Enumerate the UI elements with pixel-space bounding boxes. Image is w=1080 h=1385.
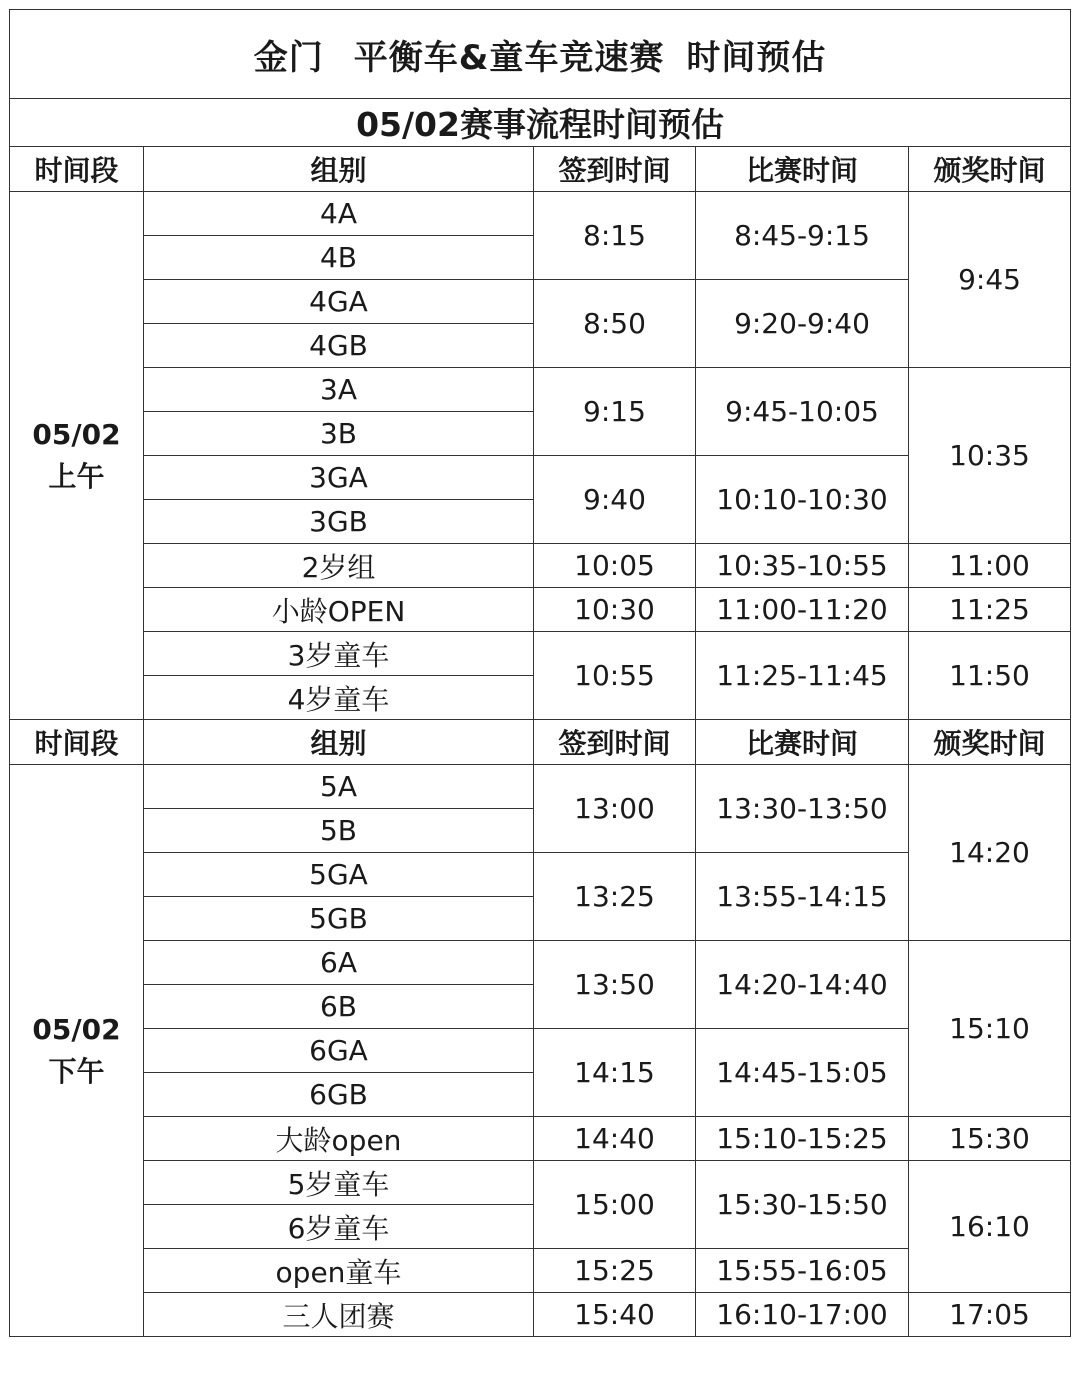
header-race: 比赛时间 <box>696 147 909 192</box>
race-cell: 10:10-10:30 <box>696 456 909 544</box>
group-cell: 5GA <box>144 853 534 897</box>
header-award: 颁奖时间 <box>909 147 1071 192</box>
table-row <box>10 941 1071 985</box>
race-cell: 13:55-14:15 <box>696 853 909 941</box>
group-cell: 4GB <box>144 324 534 368</box>
header-period: 时间段 <box>10 147 144 192</box>
period-morning <box>10 192 144 720</box>
page-subtitle: 05/02赛事流程时间预估 <box>10 99 1071 147</box>
checkin-cell: 9:15 <box>534 368 696 456</box>
group-cell: 4A <box>144 192 534 236</box>
award-cell: 15:10 <box>909 941 1071 1117</box>
header-checkin: 签到时间 <box>534 147 696 192</box>
group-cell: 3A <box>144 368 534 412</box>
checkin-cell: 9:40 <box>534 456 696 544</box>
header-group: 组别 <box>144 147 534 192</box>
award-cell: 10:35 <box>909 368 1071 544</box>
group-cell: 4GA <box>144 280 534 324</box>
table-row <box>10 765 1071 809</box>
header-award: 颁奖时间 <box>909 720 1071 765</box>
title-event: 平衡车&童车竞速赛 <box>353 37 665 78</box>
period-date: 05/02 <box>32 417 121 451</box>
table-row <box>10 1117 1071 1161</box>
group-cell: 小龄OPEN <box>144 588 534 632</box>
group-cell: 大龄open <box>144 1117 534 1161</box>
group-cell: 4B <box>144 236 534 280</box>
group-cell: 6岁童车 <box>144 1205 534 1249</box>
race-cell: 9:45-10:05 <box>696 368 909 456</box>
group-cell: 5B <box>144 809 534 853</box>
table-row <box>10 544 1071 588</box>
race-cell: 10:35-10:55 <box>696 544 909 588</box>
race-cell: 15:30-15:50 <box>696 1161 909 1249</box>
race-cell: 16:10-17:00 <box>696 1293 909 1337</box>
race-cell: 13:30-13:50 <box>696 765 909 853</box>
header-row <box>10 720 1071 765</box>
award-cell: 17:05 <box>909 1293 1071 1337</box>
page-title <box>10 10 1071 99</box>
group-cell: 2岁组 <box>144 544 534 588</box>
checkin-cell: 15:00 <box>534 1161 696 1249</box>
race-cell: 14:45-15:05 <box>696 1029 909 1117</box>
table-row <box>10 588 1071 632</box>
checkin-cell: 14:40 <box>534 1117 696 1161</box>
checkin-cell: 15:40 <box>534 1293 696 1337</box>
table-row <box>10 1161 1071 1205</box>
race-cell: 11:25-11:45 <box>696 632 909 720</box>
award-cell: 11:50 <box>909 632 1071 720</box>
award-cell: 14:20 <box>909 765 1071 941</box>
checkin-cell: 10:05 <box>534 544 696 588</box>
group-cell: 4岁童车 <box>144 676 534 720</box>
period-afternoon <box>10 765 144 1337</box>
checkin-cell: 13:25 <box>534 853 696 941</box>
checkin-cell: 13:50 <box>534 941 696 1029</box>
checkin-cell: 14:15 <box>534 1029 696 1117</box>
race-cell: 8:45-9:15 <box>696 192 909 280</box>
race-cell: 14:20-14:40 <box>696 941 909 1029</box>
checkin-cell: 8:15 <box>534 192 696 280</box>
race-cell: 15:10-15:25 <box>696 1117 909 1161</box>
header-checkin: 签到时间 <box>534 720 696 765</box>
group-cell: open童车 <box>144 1249 534 1293</box>
award-cell: 15:30 <box>909 1117 1071 1161</box>
checkin-cell: 10:55 <box>534 632 696 720</box>
table-row <box>10 632 1071 676</box>
header-group: 组别 <box>144 720 534 765</box>
award-cell: 11:25 <box>909 588 1071 632</box>
table-row <box>10 368 1071 412</box>
period-label: 上午 <box>48 459 105 493</box>
checkin-cell: 10:30 <box>534 588 696 632</box>
header-race: 比赛时间 <box>696 720 909 765</box>
group-cell: 6A <box>144 941 534 985</box>
group-cell: 6GA <box>144 1029 534 1073</box>
race-cell: 9:20-9:40 <box>696 280 909 368</box>
group-cell: 6GB <box>144 1073 534 1117</box>
title-venue: 金门 <box>253 37 324 78</box>
period-label: 下午 <box>48 1054 105 1088</box>
award-cell: 9:45 <box>909 192 1071 368</box>
group-cell: 3GB <box>144 500 534 544</box>
group-cell: 6B <box>144 985 534 1029</box>
period-date: 05/02 <box>32 1012 121 1046</box>
header-period: 时间段 <box>10 720 144 765</box>
group-cell: 5GB <box>144 897 534 941</box>
race-cell: 15:55-16:05 <box>696 1249 909 1293</box>
schedule-table <box>9 9 1071 1337</box>
award-cell: 16:10 <box>909 1161 1071 1293</box>
header-row <box>10 147 1071 192</box>
group-cell: 5岁童车 <box>144 1161 534 1205</box>
group-cell: 5A <box>144 765 534 809</box>
table-row <box>10 1293 1071 1337</box>
checkin-cell: 13:00 <box>534 765 696 853</box>
checkin-cell: 15:25 <box>534 1249 696 1293</box>
group-cell: 三人团赛 <box>144 1293 534 1337</box>
checkin-cell: 8:50 <box>534 280 696 368</box>
award-cell: 11:00 <box>909 544 1071 588</box>
race-cell: 11:00-11:20 <box>696 588 909 632</box>
title-suffix: 时间预估 <box>686 37 827 78</box>
group-cell: 3GA <box>144 456 534 500</box>
group-cell: 3岁童车 <box>144 632 534 676</box>
table-row <box>10 192 1071 236</box>
group-cell: 3B <box>144 412 534 456</box>
